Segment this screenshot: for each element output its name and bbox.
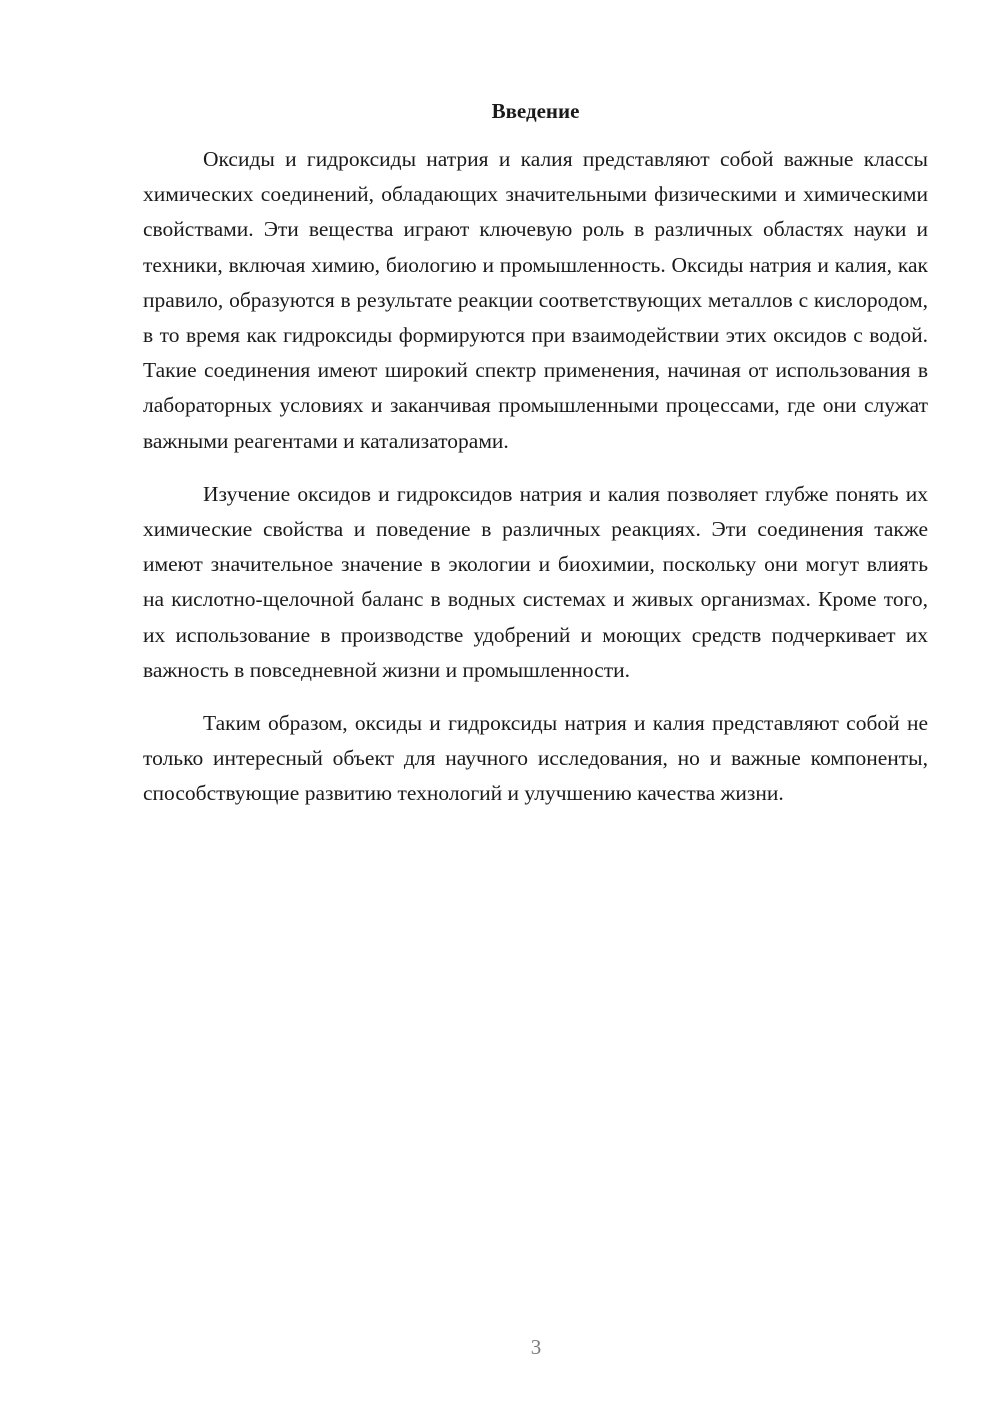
body-text <box>143 142 928 830</box>
paragraph-1: Оксиды и гидроксиды натрия и калия представляют собой важные классы химических соединений, обладающих значительными физическими и химическими свойствами. Эти вещества играют ключевую роль в различных областях науки и техники, включая химию, биологию и промышленность. Оксиды натрия и калия, как правило, образуются в результате реакции соответствующих металлов с кислородом, в то время как гидроксиды формируются при взаимодействии этих оксидов с водой. Такие соединения имеют широкий спектр применения, начиная от использования в лабораторных условиях и заканчивая промышленными процессами, где они служат важными реагентами и катализаторами. <box>143 147 928 453</box>
paragraph-2: Изучение оксидов и гидроксидов натрия и калия позволяет глубже понять их химические свойства и поведение в различных реакциях. Эти соединения также имеют значительное значение в экологии и биохимии, поскольку они могут влиять на кислотно-щелочной баланс в водных системах и живых организмах. Кроме того, их использование в производстве удобрений и моющих средств подчеркивает их важность в повседневной жизни и промышленности. <box>143 481 928 682</box>
page-number: 3 <box>530 1335 542 1359</box>
page-title: Введение <box>491 99 580 123</box>
paragraph-3: Таким образом, оксиды и гидроксиды натрия и калия представляют собой не только интересный объект для научного исследования, но и важные компоненты, способствующие развитию технологий и улучшению качества жизни. <box>143 711 928 806</box>
